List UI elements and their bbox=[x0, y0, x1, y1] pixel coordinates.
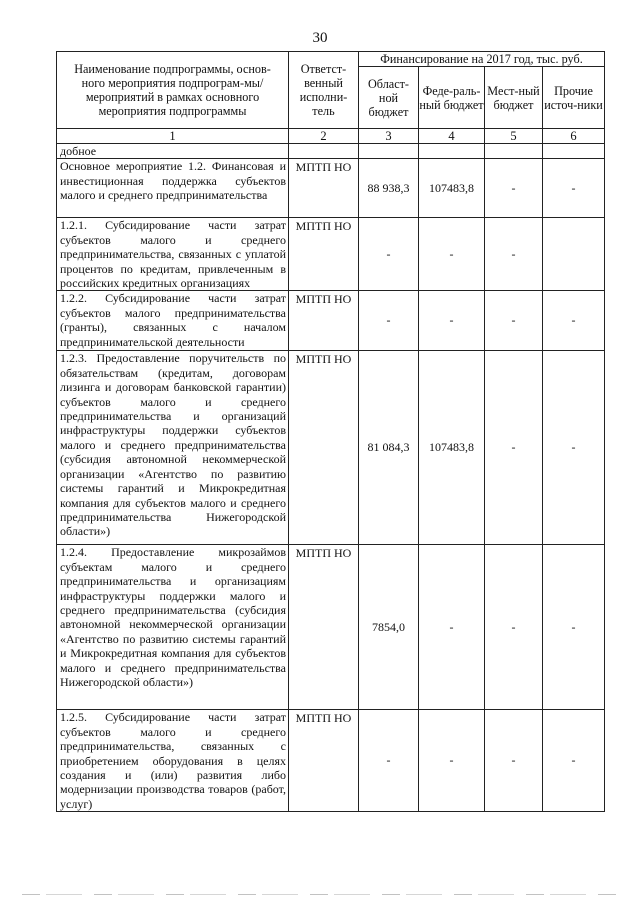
row-local-value: - bbox=[485, 291, 543, 351]
table-row bbox=[57, 291, 605, 351]
row-responsible: МПТП НО bbox=[289, 351, 359, 545]
row-federal-value: - bbox=[419, 545, 485, 710]
row-name: 1.2.1. Субсидирование части затрат субъектов малого и среднего предпринимательства, связанных с уплатой процентов по кредитам, привлеченным в российских кредитных организациях bbox=[57, 218, 289, 291]
row-name: 1.2.4. Предоставление микрозаймов субъектам малого и среднего предпринимательства и организациям инфраструктуры поддержки малого и среднего предпринимательства (субсидия автономной некоммерческой организации «Агентство по развитию системы гарантий и Микрокредитная компания для субъектов малого и среднего предпринимательства Нижегородской области») bbox=[57, 545, 289, 710]
row-responsible bbox=[289, 144, 359, 159]
header-financing: Финансирование на 2017 год, тыс. руб. bbox=[359, 52, 605, 67]
scan-artifact-line bbox=[22, 894, 622, 895]
row-local-value: - bbox=[485, 351, 543, 545]
row-name: 1.2.3. Предоставление поручительств по обязательствам (кредитам, договорам лизинга и договорам банковской гарантии) субъектов малого и среднего предпринимательства и организаций инфраструктуры поддержки субъектов малого и среднего предпринимательства (субсидия автономной некоммерческой организации «Агентство по развитию системы гарантий и Микрокредитная компания для субъектов малого и среднего предпринимательства Нижегородской области») bbox=[57, 351, 289, 545]
column-number: 6 bbox=[543, 129, 605, 144]
row-responsible: МПТП НО bbox=[289, 545, 359, 710]
row-federal-value: - bbox=[419, 218, 485, 291]
header-name-column: Наименование подпрограммы, основ-ного мероприятия подпрограм-мы/мероприятий в рамках основного мероприятия подпрограммы bbox=[57, 52, 289, 129]
row-federal-value: 107483,8 bbox=[419, 351, 485, 545]
column-number: 5 bbox=[485, 129, 543, 144]
row-other-value: - bbox=[543, 291, 605, 351]
row-other-value: - bbox=[543, 710, 605, 812]
row-name: 1.2.5. Субсидирование части затрат субъектов малого и среднего предпринимательства, связанных с приобретением оборудования в целях создания и (или) развития либо модернизации производства товаров (работ, услуг) bbox=[57, 710, 289, 812]
header-responsible-column: Ответст-венный исполни-тель bbox=[289, 52, 359, 129]
row-local-value: - bbox=[485, 545, 543, 710]
row-local-value: - bbox=[485, 710, 543, 812]
row-responsible: МПТП НО bbox=[289, 291, 359, 351]
row-other-value bbox=[543, 218, 605, 291]
header-federal-budget: Феде-раль-ный бюджет bbox=[419, 67, 485, 129]
row-regional-value: 7854,0 bbox=[359, 545, 419, 710]
row-regional-value: - bbox=[359, 291, 419, 351]
column-number: 3 bbox=[359, 129, 419, 144]
row-other-value: - bbox=[543, 545, 605, 710]
table-row bbox=[57, 159, 605, 218]
financing-table bbox=[56, 51, 605, 812]
row-responsible: МПТП НО bbox=[289, 218, 359, 291]
column-number: 1 bbox=[57, 129, 289, 144]
row-other-value: - bbox=[543, 159, 605, 218]
column-number: 4 bbox=[419, 129, 485, 144]
page-number: 30 bbox=[312, 30, 328, 46]
row-responsible: МПТП НО bbox=[289, 159, 359, 218]
table-row bbox=[57, 144, 605, 159]
row-federal-value: - bbox=[419, 710, 485, 812]
header-other-sources: Прочие источ-ники bbox=[543, 67, 605, 129]
row-local-value: - bbox=[485, 159, 543, 218]
row-responsible: МПТП НО bbox=[289, 710, 359, 812]
row-regional-value: 81 084,3 bbox=[359, 351, 419, 545]
row-other-value: - bbox=[543, 351, 605, 545]
table-row bbox=[57, 710, 605, 812]
table-row bbox=[57, 351, 605, 545]
row-local-value: - bbox=[485, 218, 543, 291]
row-regional-value: 88 938,3 bbox=[359, 159, 419, 218]
row-name: Основное мероприятие 1.2. Финансовая и инвестиционная поддержка субъектов малого и среднего предпринимательства bbox=[57, 159, 289, 218]
row-federal-value bbox=[419, 144, 485, 159]
row-regional-value bbox=[359, 144, 419, 159]
column-number: 2 bbox=[289, 129, 359, 144]
row-federal-value: - bbox=[419, 291, 485, 351]
row-regional-value: - bbox=[359, 218, 419, 291]
row-local-value bbox=[485, 144, 543, 159]
row-other-value bbox=[543, 144, 605, 159]
row-federal-value: 107483,8 bbox=[419, 159, 485, 218]
table-row bbox=[57, 545, 605, 710]
table-row bbox=[57, 218, 605, 291]
row-regional-value: - bbox=[359, 710, 419, 812]
row-name: 1.2.2. Субсидирование части затрат субъектов малого предпринимательства (гранты), связанных с началом предпринимательской деятельности bbox=[57, 291, 289, 351]
header-local-budget: Мест-ный бюджет bbox=[485, 67, 543, 129]
header-regional-budget: Област-ной бюджет bbox=[359, 67, 419, 129]
row-name: добное bbox=[57, 144, 289, 159]
